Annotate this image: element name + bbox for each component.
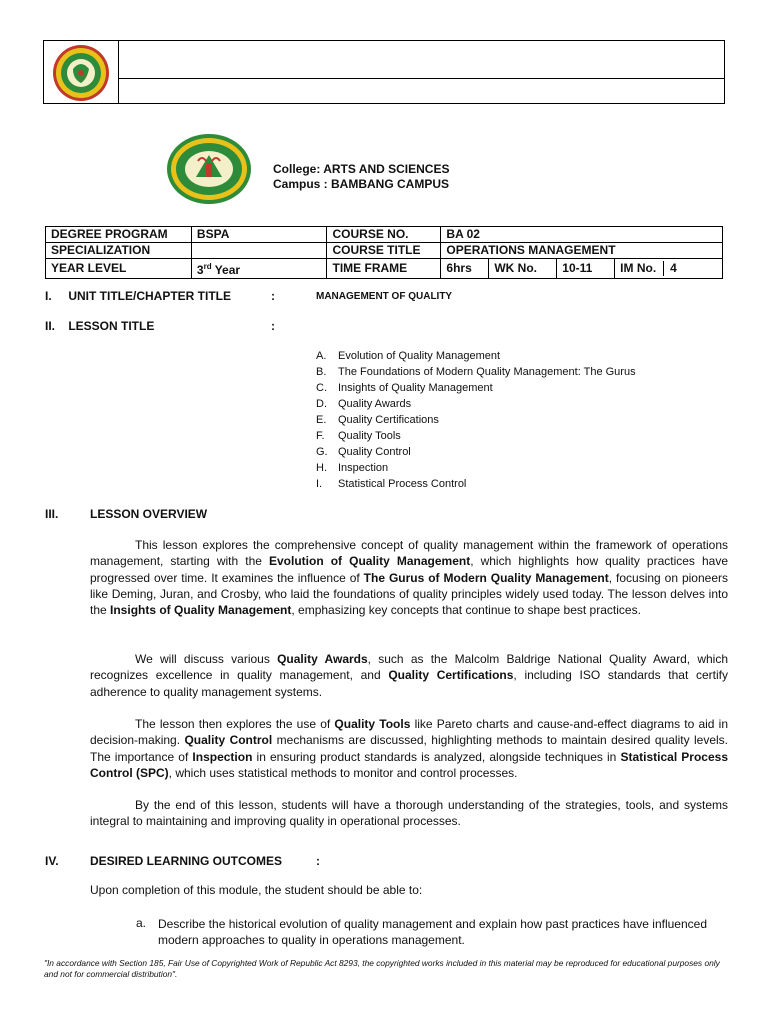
list-item [316, 348, 636, 364]
bold-term: The Gurus of Modern Quality Management [363, 570, 609, 585]
paragraph-text: mechanisms are discussed, highlighting methods to maintain desired quality levels. The importance of [90, 733, 729, 764]
paragraph-text: , focusing on pioneers like Deming, Juran, and Crosby, who laid the foundations of quality principles widely used today. The lesson delves into the [90, 570, 728, 618]
im-no-value: 4 [670, 261, 677, 275]
lesson-overview-heading: LESSON OVERVIEW [90, 507, 208, 521]
list-item-letter: A. [316, 350, 327, 362]
lesson-title-colon: : [271, 319, 275, 333]
outcomes-colon: : [316, 854, 320, 868]
table-row [46, 243, 723, 259]
course-info-table [45, 226, 723, 279]
list-item-letter: E. [316, 414, 327, 426]
list-item-text: Inspection [338, 462, 389, 474]
list-item-text: Statistical Process Control [338, 478, 467, 490]
year-level-value [191, 259, 327, 279]
table-row [46, 227, 723, 243]
paragraph-text: like Pareto charts and cause-and-effect diagrams to aid in decision-making. [90, 717, 728, 748]
college-campus-block [273, 162, 449, 192]
paragraph-text: We will discuss various [135, 652, 278, 666]
outcome-a-text: Describe the historical evolution of quality management and explain how past practices have influenced modern approaches to quality in operations management. [158, 917, 707, 947]
lesson-overview-num: III. [45, 507, 59, 521]
paragraph-text: This lesson explores the comprehensive concept of quality management within the framework of operations management, starting with the [90, 538, 728, 569]
lesson-list [316, 348, 636, 492]
bold-term: Evolution of Quality Management [269, 554, 471, 569]
year-level-word: Year [211, 263, 241, 277]
paragraph-text: , emphasizing key concepts that continue to shape best practices. [291, 603, 641, 618]
course-no-value: BA 02 [441, 227, 723, 243]
unit-title-label: I. UNIT TITLE/CHAPTER TITLE [45, 289, 231, 303]
overview-paragraph-2 [90, 651, 728, 700]
outcomes-intro: Upon completion of this module, the student should be able to: [90, 883, 423, 897]
specialization-label: SPECIALIZATION [46, 243, 192, 259]
course-no-label: COURSE NO. [327, 227, 441, 243]
college-label: College: ARTS AND SCIENCES [273, 162, 450, 176]
list-item-text: Quality Awards [338, 398, 412, 410]
list-item [316, 428, 636, 444]
paragraph-text: The lesson then explores the use of [135, 717, 335, 731]
bold-term: Quality Tools [334, 717, 411, 731]
campus-label: Campus : BAMBANG CAMPUS [273, 177, 450, 191]
overview-paragraph-4-text: By the end of this lesson, students will have a thorough understanding of the strategies, tools, and systems integral to maintaining and improving quality in operational processes. [90, 798, 728, 829]
header-logo-cell [44, 41, 119, 103]
list-item-letter: H. [316, 462, 327, 474]
paragraph-text: , such as the Malcolm Baldrige National Quality Award, which recognizes excellence in quality management, and [90, 652, 729, 683]
overview-paragraph-3 [90, 716, 728, 781]
bold-term: Quality Control [184, 733, 273, 748]
list-item-text: The Foundations of Modern Quality Management: The Gurus [338, 366, 636, 378]
copyright-footer: "In accordance with Section 185, Fair Use of Copyrighted Work of Republic Act 8293, the copyrighted works included in this material may be reproduced for educational purposes only and not for commercial distribution". [44, 958, 720, 979]
list-item-letter: I. [316, 478, 323, 490]
list-item [316, 444, 636, 460]
table-row [46, 259, 723, 279]
paragraph-text: , which highlights how quality practices have progressed over time. It examines the influence of [90, 554, 729, 585]
bold-term: Quality Certifications [388, 668, 514, 683]
im-no-cell [615, 259, 723, 279]
list-item-text: Quality Certifications [338, 414, 439, 426]
year-level-label: YEAR LEVEL [46, 259, 192, 279]
list-item-text: Quality Tools [338, 430, 401, 442]
outcomes-heading: DESIRED LEARNING OUTCOMES [90, 854, 283, 868]
list-item [316, 364, 636, 380]
list-item-text: Quality Control [338, 446, 411, 458]
course-title-value: OPERATIONS MANAGEMENT [441, 243, 723, 259]
paragraph-text: , including ISO standards that certify adherence to quality management systems. [90, 668, 728, 699]
lesson-title-label: II. LESSON TITLE [45, 319, 155, 333]
list-item-letter: F. [316, 430, 325, 442]
time-frame-value: 6hrs [441, 259, 489, 279]
list-item-letter: B. [316, 366, 327, 378]
overview-paragraph-4 [90, 797, 728, 830]
list-item [316, 396, 636, 412]
bold-term: Inspection [192, 749, 253, 764]
bold-term: Insights of Quality Management [110, 603, 292, 618]
header-box [43, 40, 725, 104]
university-seal-icon [51, 43, 111, 103]
list-item-letter: G. [316, 446, 328, 458]
list-item [316, 380, 636, 396]
list-item [316, 476, 636, 492]
list-item [316, 460, 636, 476]
year-level-sup: rd [203, 262, 212, 271]
college-seal-icon [166, 133, 252, 205]
degree-program-value: BSPA [191, 227, 327, 243]
header-divider [118, 78, 724, 79]
outcomes-num: IV. [45, 854, 59, 868]
paragraph-text: in ensuring product standards is analyzed, alongside techniques in [252, 749, 621, 764]
list-item [316, 412, 636, 428]
bold-term: Quality Awards [277, 652, 368, 666]
course-title-label: COURSE TITLE [327, 243, 441, 259]
degree-program-label: DEGREE PROGRAM [46, 227, 192, 243]
overview-paragraph-1 [90, 537, 728, 618]
im-no-label: IM No. [620, 261, 657, 275]
list-item-letter: C. [316, 382, 327, 394]
unit-title-colon: : [271, 289, 275, 303]
outcome-a-letter: a. [136, 916, 147, 930]
list-item-text: Evolution of Quality Management [338, 350, 501, 362]
list-item-text: Insights of Quality Management [338, 382, 493, 394]
specialization-value [191, 243, 327, 259]
paragraph-text: , which uses statistical methods to monitor and control processes. [168, 765, 518, 780]
unit-title-value: MANAGEMENT OF QUALITY [316, 291, 453, 302]
time-frame-label: TIME FRAME [327, 259, 441, 279]
bold-term: Statistical Process Control (SPC) [90, 749, 728, 780]
year-level-num: 3 [196, 263, 204, 277]
wk-no-label: WK No. [489, 259, 557, 279]
list-item-letter: D. [316, 398, 327, 410]
wk-no-value: 10-11 [557, 259, 615, 279]
